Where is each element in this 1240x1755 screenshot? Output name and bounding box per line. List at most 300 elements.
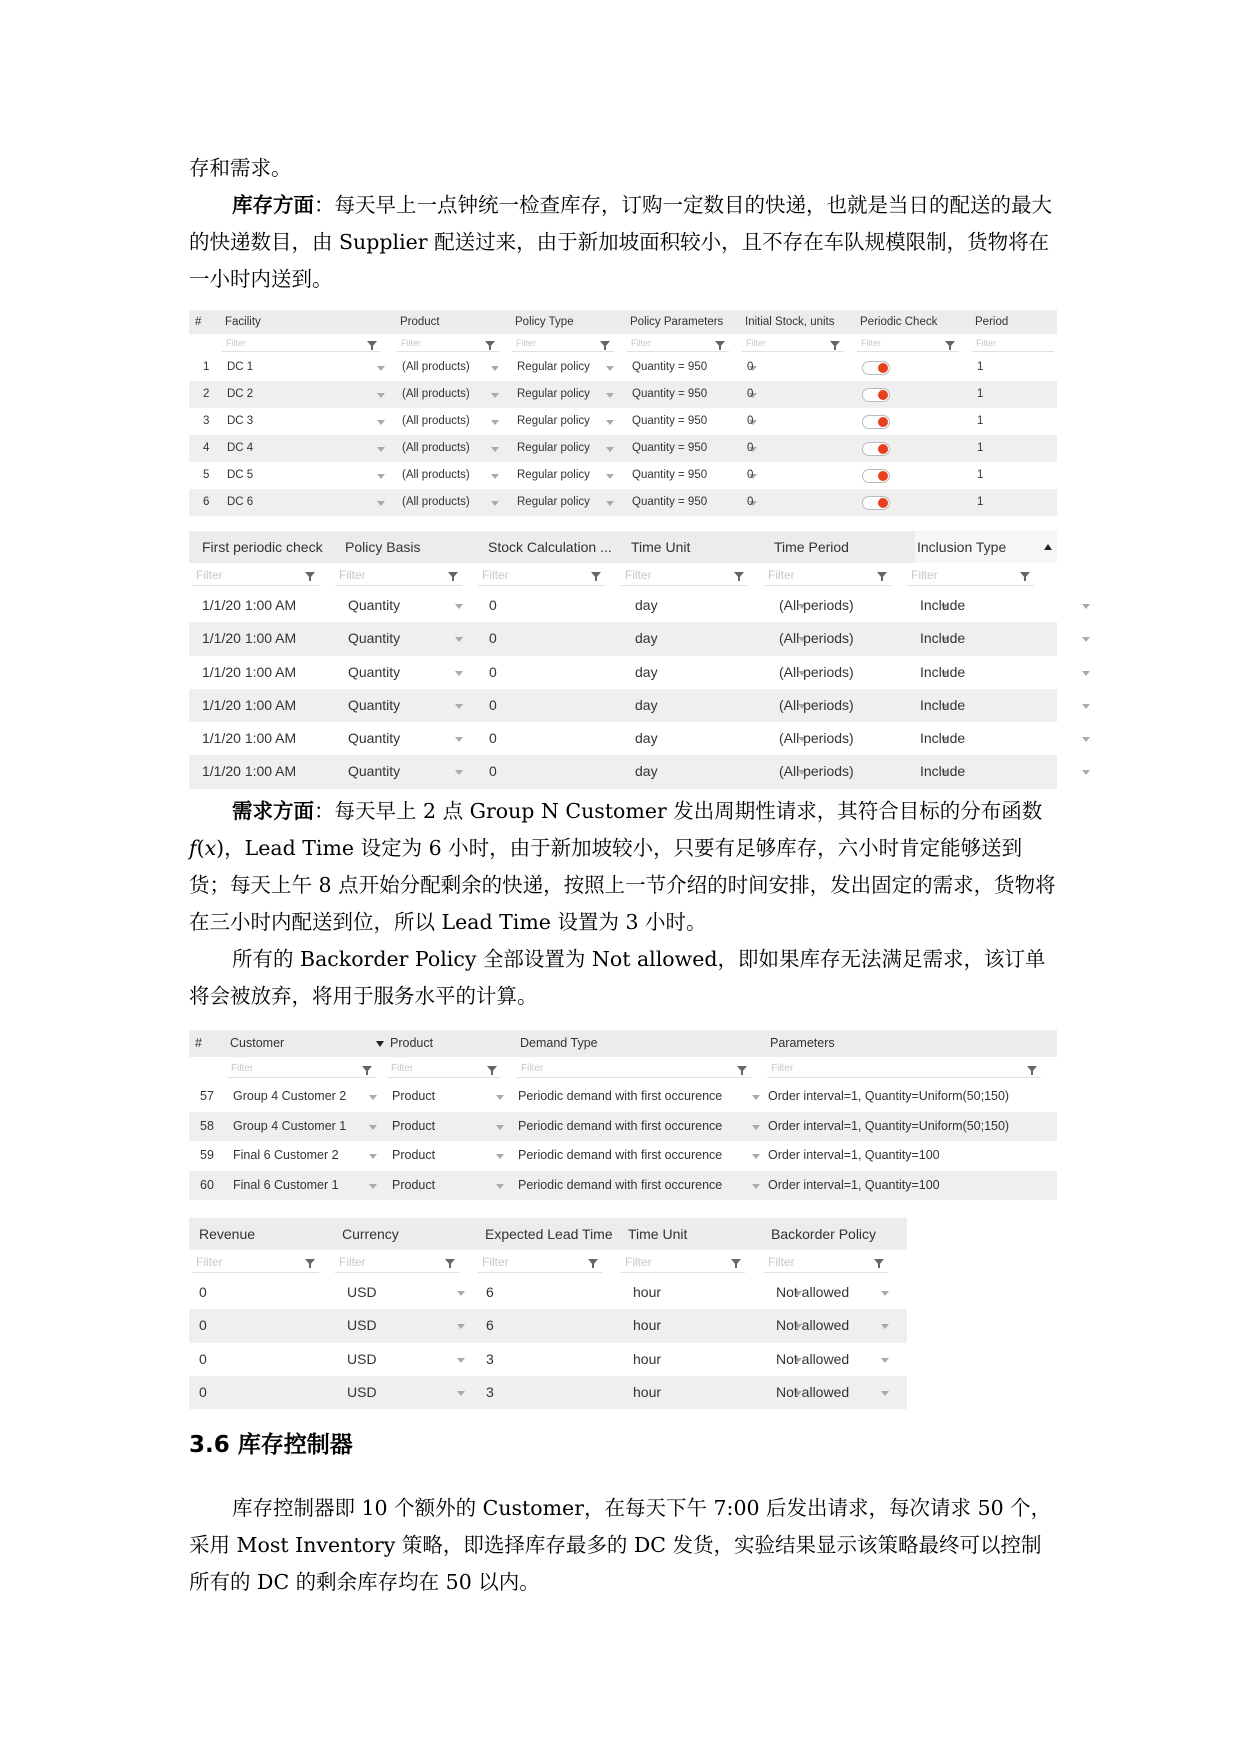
table-row[interactable] [189,1343,907,1376]
chevron-down-icon[interactable] [752,1125,760,1130]
filter-placeholder: Filter [771,1063,794,1074]
demand-table-2 [189,1218,907,1409]
demand-table-1 [189,1030,1057,1200]
chevron-down-icon[interactable] [377,474,385,479]
policy-type-select: Regular policy [517,361,590,373]
filter-icon[interactable] [591,572,601,578]
column-header[interactable]: Demand Type [520,1036,598,1050]
table-row[interactable] [189,656,1057,689]
filter-icon[interactable] [1027,1066,1037,1072]
customer-cell: Final 6 Customer 2 [233,1148,339,1162]
currency-select: USD [347,1350,377,1367]
chevron-down-icon[interactable] [457,1291,465,1296]
filter-placeholder: Filter [746,338,766,348]
column-header[interactable]: Initial Stock, units [745,316,835,328]
periodic-check-toggle[interactable] [862,361,890,375]
filter-input[interactable] [192,1252,319,1273]
product-select: Product [392,1118,436,1133]
row-number: 5 [203,469,210,481]
chevron-down-icon[interactable] [457,1324,465,1329]
chevron-down-icon[interactable] [491,420,499,425]
column-header[interactable]: Stock Calculation ... [488,539,612,555]
paragraph-intro [189,150,1057,187]
product-select: (All products) [402,469,470,481]
chevron-down-icon[interactable] [455,671,463,676]
column-header[interactable]: Product [400,316,440,328]
column-header[interactable]: Period [975,316,1009,328]
section-heading: 3.6 库存控制器 [189,1432,353,1458]
table-header-row [189,1030,1057,1057]
column-header[interactable]: Currency [342,1226,399,1242]
row-number: 1 [203,361,210,373]
chevron-down-icon[interactable] [881,1324,889,1329]
inclusion-type-select: Include [920,730,966,747]
column-header[interactable]: Revenue [199,1226,256,1242]
filter-icon[interactable] [487,1066,497,1072]
period-cell: 1 [977,415,984,427]
column-header[interactable]: Time Unit [631,539,691,555]
revenue-cell: 0 [199,1350,207,1367]
chevron-down-icon[interactable] [496,1154,504,1159]
initial-stock-cell: 0 [747,469,754,481]
chevron-down-icon[interactable] [455,770,463,775]
table-header-row [189,531,1057,563]
filter-row [189,563,1057,589]
chevron-down-icon[interactable] [881,1391,889,1396]
inclusion-type-select: Include [920,630,966,647]
policy-basis-select: Quantity [348,730,401,747]
product-select: (All products) [402,415,470,427]
inclusion-type-select: Include [920,696,966,713]
expected-lead-time-cell: 6 [486,1284,494,1300]
chevron-down-icon[interactable] [491,366,499,371]
chevron-down-icon[interactable] [881,1291,889,1296]
table-row[interactable] [189,354,1057,381]
parameters-cell: Order interval=1, Quantity=100 [768,1177,940,1192]
time-unit-select: day [635,696,658,713]
filter-placeholder: Filter [391,1063,414,1074]
chevron-down-icon[interactable] [1082,671,1090,676]
chevron-down-icon[interactable] [1082,737,1090,742]
chevron-down-icon[interactable] [491,447,499,452]
facility-select: DC 4 [227,442,254,454]
filter-icon[interactable] [877,572,887,578]
chevron-down-icon[interactable] [491,501,499,506]
initial-stock-cell: 0 [747,415,754,427]
initial-stock-cell: 0 [747,496,754,508]
table-row[interactable] [189,408,1057,435]
row-number: 3 [203,415,210,427]
time-unit-select: day [635,730,658,747]
filter-input[interactable] [972,336,1054,352]
filter-icon[interactable] [1020,572,1030,578]
chevron-down-icon[interactable] [606,420,614,425]
first-periodic-check-cell: 1/1/20 1:00 AM [202,763,297,780]
filter-icon[interactable] [445,1259,455,1265]
table-row[interactable] [189,1376,907,1409]
initial-stock-cell: 0 [747,388,754,400]
filter-input[interactable] [742,336,844,352]
product-select: (All products) [402,442,470,454]
filter-icon[interactable] [448,572,458,578]
time-period-select: (All periods) [779,597,854,613]
chevron-down-icon[interactable] [606,366,614,371]
chevron-down-icon[interactable] [606,501,614,506]
stock-calculation-cell: 0 [489,597,497,613]
backorder-text: 所有的 Backorder Policy 全部设置为 Not allowed，即如果库存无法满足需求，该订单将会被放弃，将用于服务水平的计算。 [189,947,1046,1008]
filter-placeholder: Filter [631,338,651,348]
parameters-cell: Order interval=1, Quantity=100 [768,1148,940,1162]
filter-input[interactable] [764,1252,888,1273]
policy-parameters-cell: Quantity = 950 [632,496,708,508]
column-header[interactable]: Customer [230,1036,285,1050]
chevron-down-icon[interactable] [457,1358,465,1363]
revenue-cell: 0 [199,1284,207,1300]
filter-icon[interactable] [588,1259,598,1265]
filter-input[interactable] [397,336,499,352]
filter-row [189,334,1057,354]
facility-select: DC 1 [227,361,254,373]
filter-input[interactable] [767,1060,1041,1078]
filter-placeholder: Filter [401,338,421,348]
filter-icon[interactable] [367,341,377,347]
chevron-down-icon[interactable] [881,1358,889,1363]
stock-calculation-cell: 0 [489,696,497,713]
chevron-down-icon[interactable] [369,1154,377,1159]
inventory-policy-table-2 [189,531,1057,789]
time-unit-select: hour [633,1317,662,1334]
customer-cell: Final 6 Customer 1 [233,1177,339,1192]
filter-input[interactable] [478,1252,602,1273]
demand-type-select: Periodic demand with first occurence [518,1148,723,1162]
chevron-down-icon[interactable] [496,1095,504,1100]
facility-select: DC 5 [227,469,254,481]
filter-icon[interactable] [830,341,840,347]
column-header[interactable]: # [195,316,202,328]
filter-placeholder: Filter [911,568,938,582]
column-header[interactable]: First periodic check [202,539,323,555]
row-number: 4 [203,442,210,454]
chevron-down-icon[interactable] [369,1125,377,1130]
filter-input[interactable] [335,565,462,586]
product-select: (All products) [402,361,470,373]
table-row[interactable] [189,435,1057,462]
customer-cell: Group 4 Customer 1 [233,1118,347,1133]
chevron-down-icon[interactable] [377,420,385,425]
toggle-knob-icon [878,417,888,427]
inclusion-type-select: Include [920,597,966,613]
table-row[interactable] [189,722,1057,755]
periodic-check-toggle[interactable] [862,442,890,456]
policy-basis-select: Quantity [348,663,401,680]
period-cell: 1 [977,388,984,400]
row-number: 58 [200,1118,214,1133]
filter-row [189,1250,907,1276]
table-row[interactable] [189,489,1057,516]
filter-placeholder: Filter [226,338,246,348]
time-unit-select: hour [633,1350,662,1367]
chevron-down-icon[interactable] [496,1184,504,1189]
first-periodic-check-cell: 1/1/20 1:00 AM [202,597,297,613]
policy-basis-select: Quantity [348,763,401,780]
filter-input[interactable] [478,565,605,586]
product-select: Product [392,1148,436,1162]
initial-stock-cell: 0 [747,442,754,454]
time-period-select: (All periods) [779,696,854,713]
policy-parameters-cell: Quantity = 950 [632,388,708,400]
customer-cell: Group 4 Customer 2 [233,1089,347,1103]
filter-icon[interactable] [731,1259,741,1265]
paragraph-backorder [189,941,1057,1015]
filter-placeholder: Filter [768,568,795,582]
filter-placeholder: Filter [482,1255,509,1269]
filter-icon[interactable] [485,341,495,347]
policy-parameters-cell: Quantity = 950 [632,442,708,454]
paragraph-intro-text: 存和需求。 [189,156,292,180]
parameters-cell: Order interval=1, Quantity=Uniform(50;150) [768,1118,1010,1133]
chevron-down-icon[interactable] [1082,604,1090,609]
table-header-row [189,310,1057,334]
first-periodic-check-cell: 1/1/20 1:00 AM [202,730,297,747]
filter-input[interactable] [627,336,729,352]
policy-type-select: Regular policy [517,415,590,427]
table-row[interactable] [189,1171,1057,1201]
policy-type-select: Regular policy [517,469,590,481]
filter-placeholder: Filter [196,568,223,582]
revenue-cell: 0 [199,1317,207,1334]
chevron-down-icon[interactable] [752,1184,760,1189]
filter-placeholder: Filter [768,1255,795,1269]
column-header[interactable]: Parameters [770,1036,835,1050]
chevron-down-icon[interactable] [606,393,614,398]
time-unit-select: hour [633,1383,662,1400]
column-header[interactable]: Periodic Check [860,316,938,328]
filter-input[interactable] [621,1252,745,1273]
filter-placeholder: Filter [339,568,366,582]
sort-ascending-icon[interactable] [1044,544,1052,550]
chevron-down-icon[interactable] [491,474,499,479]
time-unit-select: day [635,663,658,680]
chevron-down-icon[interactable] [377,501,385,506]
row-number: 2 [203,388,210,400]
period-cell: 1 [977,496,984,508]
product-select: (All products) [402,496,470,508]
backorder-policy-select: Not allowed [776,1284,850,1300]
stock-calculation-cell: 0 [489,630,497,647]
period-cell: 1 [977,469,984,481]
column-header[interactable]: Facility [225,316,261,328]
periodic-check-toggle[interactable] [862,388,890,402]
filter-input[interactable] [764,565,891,586]
product-select: Product [392,1089,436,1103]
filter-icon[interactable] [362,1066,372,1072]
policy-parameters-cell: Quantity = 950 [632,469,708,481]
filter-input[interactable] [907,565,1034,586]
facility-select: DC 3 [227,415,254,427]
column-header[interactable]: Policy Basis [345,539,421,555]
column-header[interactable]: # [195,1036,202,1050]
currency-select: USD [347,1317,377,1334]
time-unit-select: day [635,763,658,780]
chevron-down-icon[interactable] [377,393,385,398]
filter-icon[interactable] [734,572,744,578]
column-header[interactable]: Policy Type [515,316,574,328]
filter-placeholder: Filter [625,568,652,582]
chevron-down-icon[interactable] [491,393,499,398]
chevron-down-icon[interactable] [1082,637,1090,642]
chevron-down-icon[interactable] [369,1095,377,1100]
filter-icon[interactable] [874,1259,884,1265]
filter-input[interactable] [857,336,959,352]
revenue-cell: 0 [199,1383,207,1400]
stock-calculation-cell: 0 [489,663,497,680]
table-row[interactable] [189,1112,1057,1142]
chevron-down-icon[interactable] [1082,770,1090,775]
filter-placeholder: Filter [516,338,536,348]
row-number: 57 [200,1089,214,1103]
periodic-check-toggle[interactable] [862,415,890,429]
backorder-policy-select: Not allowed [776,1350,850,1367]
row-number: 60 [200,1177,214,1192]
table-row[interactable] [189,689,1057,722]
chevron-down-icon[interactable] [457,1391,465,1396]
filter-input[interactable] [517,1060,751,1078]
chevron-down-icon[interactable] [752,1154,760,1159]
policy-basis-select: Quantity [348,696,401,713]
time-period-select: (All periods) [779,663,854,680]
demand-text: ：每天早上 2 点 Group N Customer 发出周期性请求，其符合目标的分布函数 𝑓(𝑥)，Lead Time 设定为 6 小时，由于新加坡较小，只要有足够库存，六小时肯定能够送到货；每天上午 8 点开始分配剩余的快递，按照上一节介绍的时间安排，发出固定的需求，货物将在三小时内配送到位，所以 Lead Time 设置为 3 小时。 [189,799,1056,934]
stock-calculation-cell: 0 [489,763,497,780]
column-header[interactable]: Product [390,1036,434,1050]
policy-parameters-cell: Quantity = 950 [632,361,708,373]
time-unit-select: day [635,597,658,613]
column-header[interactable]: Backorder Policy [771,1226,877,1242]
column-header[interactable]: Inclusion Type [917,539,1007,555]
filter-icon[interactable] [305,1259,315,1265]
policy-type-select: Regular policy [517,496,590,508]
table-row[interactable] [189,1276,907,1309]
filter-input[interactable] [192,565,319,586]
first-periodic-check-cell: 1/1/20 1:00 AM [202,630,297,647]
filter-input[interactable] [227,1060,376,1078]
table-row[interactable] [189,1082,1057,1112]
first-periodic-check-cell: 1/1/20 1:00 AM [202,663,297,680]
chevron-down-icon[interactable] [369,1184,377,1189]
row-number: 6 [203,496,210,508]
chevron-down-icon[interactable] [606,447,614,452]
period-cell: 1 [977,361,984,373]
policy-type-select: Regular policy [517,442,590,454]
chevron-down-icon[interactable] [377,366,385,371]
filter-placeholder: Filter [625,1255,652,1269]
table-header-row [189,1218,907,1250]
facility-select: DC 2 [227,388,254,400]
column-header[interactable]: Expected Lead Time [485,1226,613,1242]
row-number: 59 [200,1148,214,1162]
initial-stock-cell: 0 [747,361,754,373]
chevron-down-icon[interactable] [606,474,614,479]
filter-placeholder: Filter [196,1255,223,1269]
table-row[interactable] [189,1141,1057,1171]
product-select: (All products) [402,388,470,400]
toggle-knob-icon [878,390,888,400]
filter-icon[interactable] [600,341,610,347]
column-header[interactable]: Time Unit [628,1226,688,1242]
parameters-cell: Order interval=1, Quantity=Uniform(50;150) [768,1089,1010,1103]
filter-placeholder: Filter [976,338,996,348]
expected-lead-time-cell: 6 [486,1317,494,1334]
chevron-down-icon[interactable] [752,1095,760,1100]
filter-icon[interactable] [737,1066,747,1072]
backorder-policy-select: Not allowed [776,1317,850,1334]
filter-icon[interactable] [945,341,955,347]
chevron-down-icon[interactable] [455,737,463,742]
chevron-down-icon[interactable] [455,637,463,642]
first-periodic-check-cell: 1/1/20 1:00 AM [202,696,297,713]
product-select: Product [392,1177,436,1192]
sort-descending-icon[interactable] [376,1041,384,1047]
policy-basis-select: Quantity [348,630,401,647]
periodic-check-toggle[interactable] [862,469,890,483]
policy-basis-select: Quantity [348,597,401,613]
filter-placeholder: Filter [339,1255,366,1269]
table-row[interactable] [189,589,1057,622]
toggle-knob-icon [878,444,888,454]
column-header[interactable]: Time Period [774,539,849,555]
table-row[interactable] [189,462,1057,489]
inclusion-type-select: Include [920,663,966,680]
filter-input[interactable] [621,565,748,586]
filter-icon[interactable] [305,572,315,578]
demand-type-select: Periodic demand with first occurence [518,1089,723,1103]
table-row[interactable] [189,755,1057,788]
filter-input[interactable] [335,1252,459,1273]
filter-input[interactable] [387,1060,501,1078]
time-unit-select: hour [633,1284,662,1300]
filter-icon[interactable] [715,341,725,347]
demand-type-select: Periodic demand with first occurence [518,1118,723,1133]
time-unit-select: day [635,630,658,647]
filter-input[interactable] [512,336,614,352]
demand-bold-label: 需求方面 [232,799,314,823]
filter-placeholder: Filter [861,338,881,348]
policy-type-select: Regular policy [517,388,590,400]
table-row[interactable] [189,622,1057,655]
table-row[interactable] [189,1309,907,1342]
periodic-check-toggle[interactable] [862,496,890,510]
table-row[interactable] [189,381,1057,408]
column-header[interactable]: Policy Parameters [630,316,724,328]
policy-parameters-cell: Quantity = 950 [632,415,708,427]
currency-select: USD [347,1383,377,1400]
period-cell: 1 [977,442,984,454]
inclusion-type-select: Include [920,763,966,780]
inventory-text: ：每天早上一点钟统一检查库存，订购一定数目的快递，也就是当日的配送的最大的快递数目，由 Supplier 配送过来，由于新加坡面积较小，且不存在车队规模限制，货物将在一小时内送到。 [189,193,1052,291]
chevron-down-icon[interactable] [377,447,385,452]
paragraph-controller [189,1490,1057,1601]
stock-calculation-cell: 0 [489,730,497,747]
backorder-policy-select: Not allowed [776,1383,850,1400]
chevron-down-icon[interactable] [496,1125,504,1130]
toggle-knob-icon [878,498,888,508]
chevron-down-icon[interactable] [455,704,463,709]
expected-lead-time-cell: 3 [486,1350,494,1367]
chevron-down-icon[interactable] [1082,704,1090,709]
paragraph-inventory [189,187,1057,298]
chevron-down-icon[interactable] [455,604,463,609]
filter-input[interactable] [222,336,381,352]
inventory-policy-table-1 [189,310,1057,516]
